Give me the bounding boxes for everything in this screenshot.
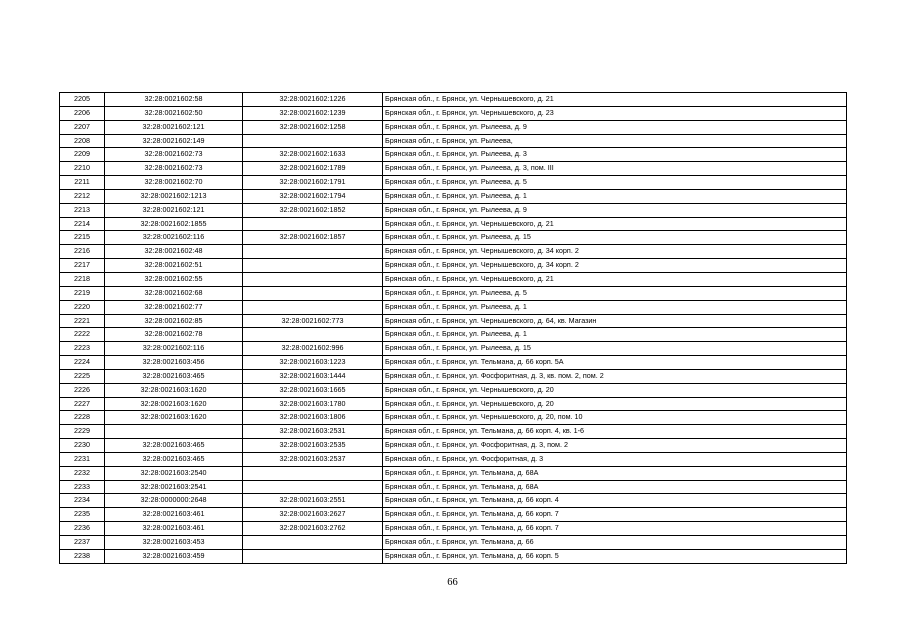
address-cell: Брянская обл., г. Брянск, ул. Чернышевского, д. 21 <box>383 272 847 286</box>
table-row <box>60 369 847 383</box>
table-row <box>60 508 847 522</box>
cadastral-number-cell: 32:28:0021603:461 <box>105 522 243 536</box>
cadastral-number-cell: 32:28:0021603:456 <box>105 356 243 370</box>
row-number-cell: 2211 <box>60 176 105 190</box>
address-cell: Брянская обл., г. Брянск, ул. Рылеева, д. 9 <box>383 203 847 217</box>
cadastral-number-cell: 32:28:0021602:121 <box>105 203 243 217</box>
table-row <box>60 425 847 439</box>
table-row <box>60 245 847 259</box>
object-cadastral-number-cell: 32:28:0021602:1791 <box>243 176 383 190</box>
address-cell: Брянская обл., г. Брянск, ул. Рылеева, д. 15 <box>383 231 847 245</box>
address-cell: Брянская обл., г. Брянск, ул. Тельмана, д. 66 корп. 4, кв. 1-6 <box>383 425 847 439</box>
row-number-cell: 2217 <box>60 259 105 273</box>
object-cadastral-number-cell: 32:28:0021603:1780 <box>243 397 383 411</box>
address-cell: Брянская обл., г. Брянск, ул. Тельмана, д. 66 <box>383 536 847 550</box>
table-row <box>60 272 847 286</box>
address-cell: Брянская обл., г. Брянск, ул. Рылеева, д. 3, пом. III <box>383 162 847 176</box>
row-number-cell: 2207 <box>60 120 105 134</box>
object-cadastral-number-cell: 32:28:0021603:1223 <box>243 356 383 370</box>
cadastral-number-cell: 32:28:0021602:58 <box>105 93 243 107</box>
cadastral-number-cell: 32:28:0021603:465 <box>105 452 243 466</box>
cadastral-number-cell: 32:28:0021602:77 <box>105 300 243 314</box>
object-cadastral-number-cell: 32:28:0021603:1665 <box>243 383 383 397</box>
table-row <box>60 93 847 107</box>
address-cell: Брянская обл., г. Брянск, ул. Тельмана, д. 66 корп. 5 <box>383 549 847 563</box>
table-row <box>60 231 847 245</box>
row-number-cell: 2223 <box>60 342 105 356</box>
address-cell: Брянская обл., г. Брянск, ул. Чернышевского, д. 21 <box>383 93 847 107</box>
table-row <box>60 452 847 466</box>
cadastral-number-cell: 32:28:0021603:459 <box>105 549 243 563</box>
row-number-cell: 2230 <box>60 439 105 453</box>
address-cell: Брянская обл., г. Брянск, ул. Чернышевского, д. 20, пом. 10 <box>383 411 847 425</box>
address-cell: Брянская обл., г. Брянск, ул. Рылеева, д. 3 <box>383 148 847 162</box>
row-number-cell: 2205 <box>60 93 105 107</box>
object-cadastral-number-cell: 32:28:0021603:2535 <box>243 439 383 453</box>
cadastral-number-cell: 32:28:0021602:78 <box>105 328 243 342</box>
table-row <box>60 480 847 494</box>
cadastral-number-cell: 32:28:0021602:1855 <box>105 217 243 231</box>
address-cell: Брянская обл., г. Брянск, ул. Рылеева, д. 1 <box>383 328 847 342</box>
address-cell: Брянская обл., г. Брянск, ул. Чернышевского, д. 20 <box>383 397 847 411</box>
cadastral-number-cell: 32:28:0021602:73 <box>105 148 243 162</box>
registry-table-body <box>60 93 847 564</box>
row-number-cell: 2229 <box>60 425 105 439</box>
row-number-cell: 2225 <box>60 369 105 383</box>
address-cell: Брянская обл., г. Брянск, ул. Рылеева, д. 9 <box>383 120 847 134</box>
cadastral-number-cell: 32:28:0021602:48 <box>105 245 243 259</box>
table-row <box>60 203 847 217</box>
object-cadastral-number-cell <box>243 536 383 550</box>
cadastral-number-cell: 32:28:0021602:70 <box>105 176 243 190</box>
table-row <box>60 328 847 342</box>
object-cadastral-number-cell: 32:28:0021602:996 <box>243 342 383 356</box>
row-number-cell: 2231 <box>60 452 105 466</box>
table-row <box>60 286 847 300</box>
row-number-cell: 2234 <box>60 494 105 508</box>
address-cell: Брянская обл., г. Брянск, ул. Чернышевского, д. 64, кв. Магазин <box>383 314 847 328</box>
table-row <box>60 466 847 480</box>
address-cell: Брянская обл., г. Брянск, ул. Чернышевского, д. 20 <box>383 383 847 397</box>
object-cadastral-number-cell <box>243 272 383 286</box>
address-cell: Брянская обл., г. Брянск, ул. Фосфоритная, д. 3 <box>383 452 847 466</box>
cadastral-number-cell: 32:28:0021602:121 <box>105 120 243 134</box>
row-number-cell: 2219 <box>60 286 105 300</box>
address-cell: Брянская обл., г. Брянск, ул. Чернышевского, д. 34 корп. 2 <box>383 259 847 273</box>
address-cell: Брянская обл., г. Брянск, ул. Тельмана, д. 68А <box>383 466 847 480</box>
object-cadastral-number-cell: 32:28:0021603:2551 <box>243 494 383 508</box>
cadastral-number-cell: 32:28:0021603:1620 <box>105 383 243 397</box>
table-row <box>60 162 847 176</box>
table-row <box>60 217 847 231</box>
row-number-cell: 2212 <box>60 189 105 203</box>
row-number-cell: 2238 <box>60 549 105 563</box>
object-cadastral-number-cell <box>243 245 383 259</box>
address-cell: Брянская обл., г. Брянск, ул. Рылеева, <box>383 134 847 148</box>
cadastral-number-cell: 32:28:0021603:1620 <box>105 397 243 411</box>
address-cell: Брянская обл., г. Брянск, ул. Рылеева, д. 15 <box>383 342 847 356</box>
table-row <box>60 106 847 120</box>
row-number-cell: 2228 <box>60 411 105 425</box>
table-row <box>60 439 847 453</box>
object-cadastral-number-cell: 32:28:0021602:1857 <box>243 231 383 245</box>
address-cell: Брянская обл., г. Брянск, ул. Чернышевского, д. 23 <box>383 106 847 120</box>
table-row <box>60 120 847 134</box>
row-number-cell: 2206 <box>60 106 105 120</box>
table-row <box>60 342 847 356</box>
row-number-cell: 2226 <box>60 383 105 397</box>
object-cadastral-number-cell: 32:28:0021602:1258 <box>243 120 383 134</box>
object-cadastral-number-cell: 32:28:0021602:773 <box>243 314 383 328</box>
address-cell: Брянская обл., г. Брянск, ул. Рылеева, д. 1 <box>383 300 847 314</box>
address-cell: Брянская обл., г. Брянск, ул. Чернышевского, д. 34 корп. 2 <box>383 245 847 259</box>
cadastral-number-cell: 32:28:0021602:73 <box>105 162 243 176</box>
cadastral-number-cell: 32:28:0021603:461 <box>105 508 243 522</box>
table-row <box>60 356 847 370</box>
table-row <box>60 522 847 536</box>
table-row <box>60 314 847 328</box>
row-number-cell: 2213 <box>60 203 105 217</box>
object-cadastral-number-cell: 32:28:0021602:1239 <box>243 106 383 120</box>
row-number-cell: 2235 <box>60 508 105 522</box>
address-cell: Брянская обл., г. Брянск, ул. Фосфоритная, д. 3, кв. пом. 2, пом. 2 <box>383 369 847 383</box>
address-cell: Брянская обл., г. Брянск, ул. Тельмана, д. 66 корп. 4 <box>383 494 847 508</box>
cadastral-number-cell: 32:28:0021602:85 <box>105 314 243 328</box>
address-cell: Брянская обл., г. Брянск, ул. Рылеева, д. 1 <box>383 189 847 203</box>
row-number-cell: 2216 <box>60 245 105 259</box>
cadastral-number-cell: 32:28:0021602:149 <box>105 134 243 148</box>
registry-table <box>59 92 847 564</box>
table-row <box>60 148 847 162</box>
row-number-cell: 2215 <box>60 231 105 245</box>
address-cell: Брянская обл., г. Брянск, ул. Тельмана, д. 66 корп. 5А <box>383 356 847 370</box>
object-cadastral-number-cell: 32:28:0021603:2627 <box>243 508 383 522</box>
row-number-cell: 2208 <box>60 134 105 148</box>
row-number-cell: 2221 <box>60 314 105 328</box>
object-cadastral-number-cell: 32:28:0021602:1226 <box>243 93 383 107</box>
object-cadastral-number-cell: 32:28:0021603:2762 <box>243 522 383 536</box>
row-number-cell: 2210 <box>60 162 105 176</box>
object-cadastral-number-cell <box>243 134 383 148</box>
object-cadastral-number-cell: 32:28:0021603:2537 <box>243 452 383 466</box>
address-cell: Брянская обл., г. Брянск, ул. Рылеева, д. 5 <box>383 176 847 190</box>
row-number-cell: 2232 <box>60 466 105 480</box>
table-row <box>60 300 847 314</box>
object-cadastral-number-cell <box>243 480 383 494</box>
address-cell: Брянская обл., г. Брянск, ул. Тельмана, д. 66 корп. 7 <box>383 522 847 536</box>
row-number-cell: 2237 <box>60 536 105 550</box>
object-cadastral-number-cell <box>243 286 383 300</box>
address-cell: Брянская обл., г. Брянск, ул. Тельмана, д. 68А <box>383 480 847 494</box>
row-number-cell: 2218 <box>60 272 105 286</box>
cadastral-number-cell: 32:28:0021603:2540 <box>105 466 243 480</box>
cadastral-number-cell: 32:28:0021602:1213 <box>105 189 243 203</box>
row-number-cell: 2236 <box>60 522 105 536</box>
cadastral-number-cell: 32:28:0021602:116 <box>105 231 243 245</box>
cadastral-number-cell <box>105 425 243 439</box>
object-cadastral-number-cell: 32:28:0021603:1806 <box>243 411 383 425</box>
row-number-cell: 2227 <box>60 397 105 411</box>
page-number: 66 <box>447 577 458 588</box>
cadastral-number-cell: 32:28:0021602:116 <box>105 342 243 356</box>
row-number-cell: 2214 <box>60 217 105 231</box>
object-cadastral-number-cell <box>243 549 383 563</box>
cadastral-number-cell: 32:28:0021603:2541 <box>105 480 243 494</box>
row-number-cell: 2209 <box>60 148 105 162</box>
address-cell: Брянская обл., г. Брянск, ул. Тельмана, д. 66 корп. 7 <box>383 508 847 522</box>
row-number-cell: 2233 <box>60 480 105 494</box>
object-cadastral-number-cell <box>243 328 383 342</box>
cadastral-number-cell: 32:28:0021602:55 <box>105 272 243 286</box>
address-cell: Брянская обл., г. Брянск, ул. Фосфоритная, д. 3, пом. 2 <box>383 439 847 453</box>
object-cadastral-number-cell: 32:28:0021602:1633 <box>243 148 383 162</box>
table-row <box>60 176 847 190</box>
table-row <box>60 549 847 563</box>
row-number-cell: 2224 <box>60 356 105 370</box>
cadastral-number-cell: 32:28:0021603:1620 <box>105 411 243 425</box>
table-row <box>60 189 847 203</box>
cadastral-number-cell: 32:28:0021602:68 <box>105 286 243 300</box>
cadastral-number-cell: 32:28:0021602:50 <box>105 106 243 120</box>
cadastral-number-cell: 32:28:0021603:465 <box>105 369 243 383</box>
table-row <box>60 411 847 425</box>
table-row <box>60 397 847 411</box>
table-row <box>60 259 847 273</box>
table-row <box>60 536 847 550</box>
object-cadastral-number-cell <box>243 300 383 314</box>
cadastral-number-cell: 32:28:0021603:453 <box>105 536 243 550</box>
table-row <box>60 494 847 508</box>
object-cadastral-number-cell: 32:28:0021603:1444 <box>243 369 383 383</box>
cadastral-number-cell: 32:28:0021602:51 <box>105 259 243 273</box>
row-number-cell: 2222 <box>60 328 105 342</box>
cadastral-number-cell: 32:28:0000000:2648 <box>105 494 243 508</box>
cadastral-number-cell: 32:28:0021603:465 <box>105 439 243 453</box>
address-cell: Брянская обл., г. Брянск, ул. Рылеева, д. 5 <box>383 286 847 300</box>
table-row <box>60 383 847 397</box>
object-cadastral-number-cell: 32:28:0021602:1789 <box>243 162 383 176</box>
table-row <box>60 134 847 148</box>
object-cadastral-number-cell <box>243 466 383 480</box>
object-cadastral-number-cell <box>243 259 383 273</box>
object-cadastral-number-cell: 32:28:0021603:2531 <box>243 425 383 439</box>
object-cadastral-number-cell: 32:28:0021602:1794 <box>243 189 383 203</box>
object-cadastral-number-cell: 32:28:0021602:1852 <box>243 203 383 217</box>
address-cell: Брянская обл., г. Брянск, ул. Чернышевского, д. 21 <box>383 217 847 231</box>
row-number-cell: 2220 <box>60 300 105 314</box>
object-cadastral-number-cell <box>243 217 383 231</box>
